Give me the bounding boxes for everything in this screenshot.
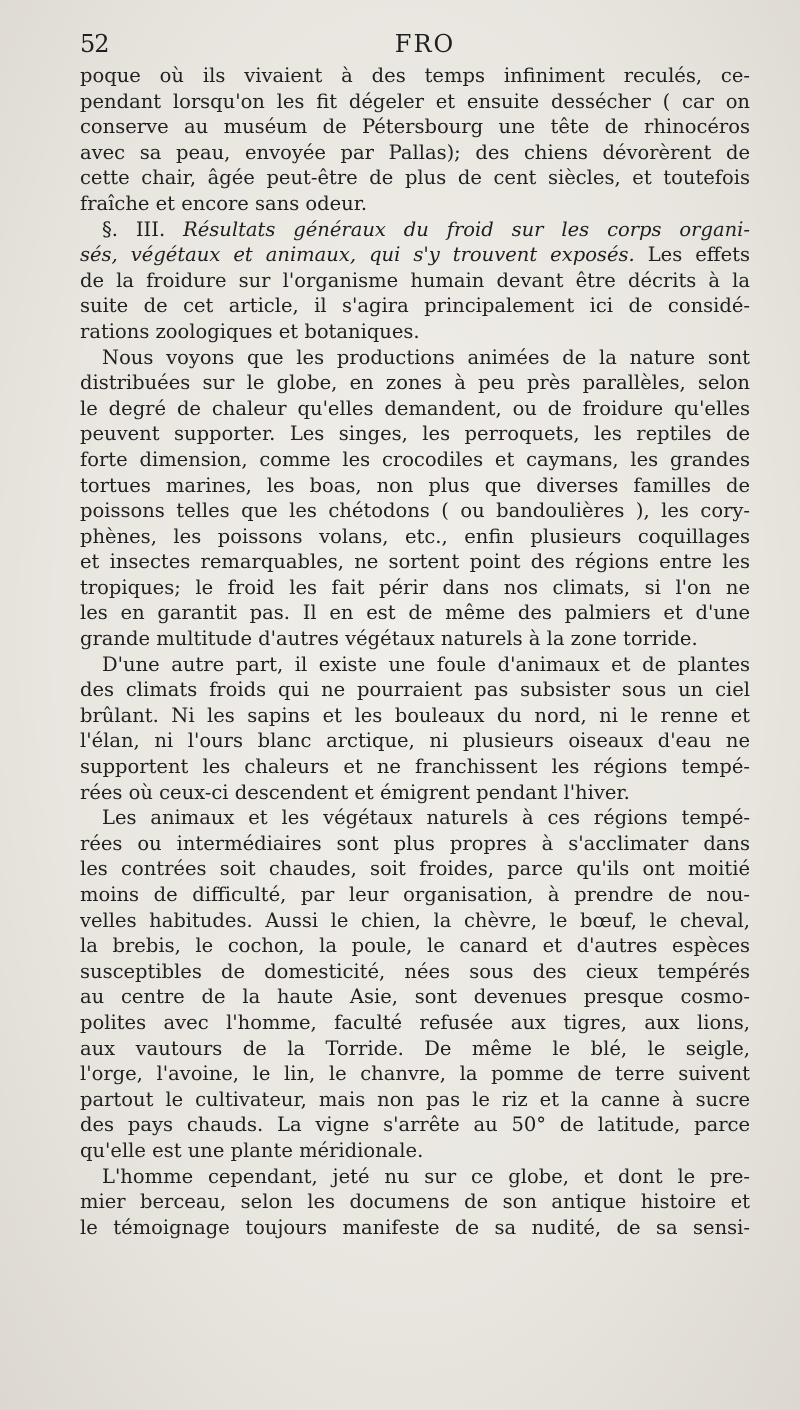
text-line: le degré de chaleur qu'elles demandent, ou de froidure qu'elles bbox=[80, 396, 750, 420]
text-line: mier berceau, selon les documens de son antique histoire et bbox=[80, 1190, 750, 1214]
text-line: rations zoologiques et botaniques. bbox=[80, 319, 420, 343]
text-line: l'orge, l'avoine, le lin, le chanvre, la pomme de terre suivent bbox=[80, 1062, 750, 1086]
text-line: au centre de la haute Asie, sont devenues presque cosmo- bbox=[80, 985, 750, 1009]
text-line: fraîche et encore sans odeur. bbox=[80, 191, 368, 215]
text-line: Nous voyons que les productions animées de la nature sont bbox=[102, 345, 750, 369]
text-line: grande multitude d'autres végétaux naturels à la zone torride. bbox=[80, 627, 698, 651]
text-line: rées ou intermédiaires sont plus propres à s'acclimater dans bbox=[80, 831, 750, 855]
text-line bbox=[80, 242, 750, 268]
text-line: cette chair, âgée peut-être de plus de cent siècles, et toutefois bbox=[80, 166, 750, 190]
text-line bbox=[80, 217, 750, 243]
text-line: susceptibles de domesticité, nées sous des cieux tempérés bbox=[80, 959, 750, 983]
text-line: suite de cet article, il s'agira principalement ici de considé- bbox=[80, 294, 750, 318]
text-line: poissons telles que les chétodons ( ou bandoulières ), les cory- bbox=[80, 499, 750, 523]
text-line: tropiques; le froid les fait périr dans nos climats, si l'on ne bbox=[80, 575, 750, 599]
text-line: conserve au muséum de Pétersbourg une tête de rhinocéros bbox=[80, 115, 750, 139]
text-line: pendant lorsqu'on les fit dégeler et ensuite dessécher ( car on bbox=[80, 89, 750, 113]
text-line: forte dimension, comme les crocodiles et caymans, les grandes bbox=[80, 447, 750, 471]
text-line: peuvent supporter. Les singes, les perroquets, les reptiles de bbox=[80, 422, 750, 446]
body-text bbox=[80, 63, 750, 1240]
text-line: L'homme cependant, jeté nu sur ce globe, et dont le pre- bbox=[102, 1164, 750, 1188]
text-line: Les animaux et les végétaux naturels à ces régions tempé- bbox=[102, 806, 750, 830]
page-header bbox=[80, 30, 750, 64]
section-heading: Résultats généraux du froid sur les corps organi- bbox=[183, 217, 750, 241]
text-line: supportent les chaleurs et ne franchissent les régions tempé- bbox=[80, 755, 750, 779]
text-line: partout le cultivateur, mais non pas le riz et la canne à sucre bbox=[80, 1087, 750, 1111]
text-line: poque où ils vivaient à des temps infiniment reculés, ce- bbox=[80, 64, 750, 87]
text-line: polites avec l'homme, faculté refusée aux tigres, aux lions, bbox=[80, 1010, 750, 1034]
text-line: l'élan, ni l'ours blanc arctique, ni plusieurs oiseaux d'eau ne bbox=[80, 729, 750, 753]
text-line: velles habitudes. Aussi le chien, la chèvre, le bœuf, le cheval, bbox=[80, 908, 750, 932]
section-number: §. III. bbox=[102, 217, 184, 241]
text-line: et insectes remarquables, ne sortent point des régions entre les bbox=[80, 550, 750, 574]
text-line: moins de difficulté, par leur organisation, à prendre de nou- bbox=[80, 883, 750, 906]
line-text: Les effets bbox=[634, 243, 750, 267]
text-line: rées où ceux-ci descendent et émigrent pendant l'hiver. bbox=[80, 780, 630, 804]
text-line: tortues marines, les boas, non plus que diverses familles de bbox=[80, 473, 750, 497]
text-line: brûlant. Ni les sapins et les bouleaux du nord, ni le renne et bbox=[80, 703, 750, 727]
text-line: distribuées sur le globe, en zones à peu près parallèles, selon bbox=[80, 371, 750, 395]
text-line: le témoignage toujours manifeste de sa nudité, de sa sensi- bbox=[80, 1215, 750, 1239]
text-line: phènes, les poissons volans, etc., enfin plusieurs coquillages bbox=[80, 524, 750, 548]
text-line: aux vautours de la Torride. De même le blé, le seigle, bbox=[80, 1036, 750, 1060]
text-line: des climats froids qui ne pourraient pas subsister sous un ciel bbox=[80, 678, 750, 702]
text-line: des pays chauds. La vigne s'arrête au 50° de latitude, parce bbox=[80, 1113, 750, 1137]
text-line: la brebis, le cochon, la poule, le canard et d'autres espèces bbox=[80, 934, 750, 958]
text-line: D'une autre part, il existe une foule d'animaux et de plantes bbox=[102, 652, 750, 676]
text-line: les en garantit pas. Il en est de même des palmiers et d'une bbox=[80, 601, 750, 625]
section-heading: sés, végétaux et animaux, qui s'y trouvent exposés. bbox=[80, 243, 635, 267]
text-line: qu'elle est une plante méridionale. bbox=[80, 1138, 424, 1162]
page-number: 52 bbox=[80, 30, 109, 58]
text-line: de la froidure sur l'organisme humain devant être décrits à la bbox=[80, 268, 750, 292]
running-head: FRO bbox=[394, 30, 456, 58]
text-line: avec sa peau, envoyée par Pallas); des chiens dévorèrent de bbox=[80, 140, 750, 164]
text-line: les contrées soit chaudes, soit froides, parce qu'ils ont moitié bbox=[80, 857, 750, 881]
